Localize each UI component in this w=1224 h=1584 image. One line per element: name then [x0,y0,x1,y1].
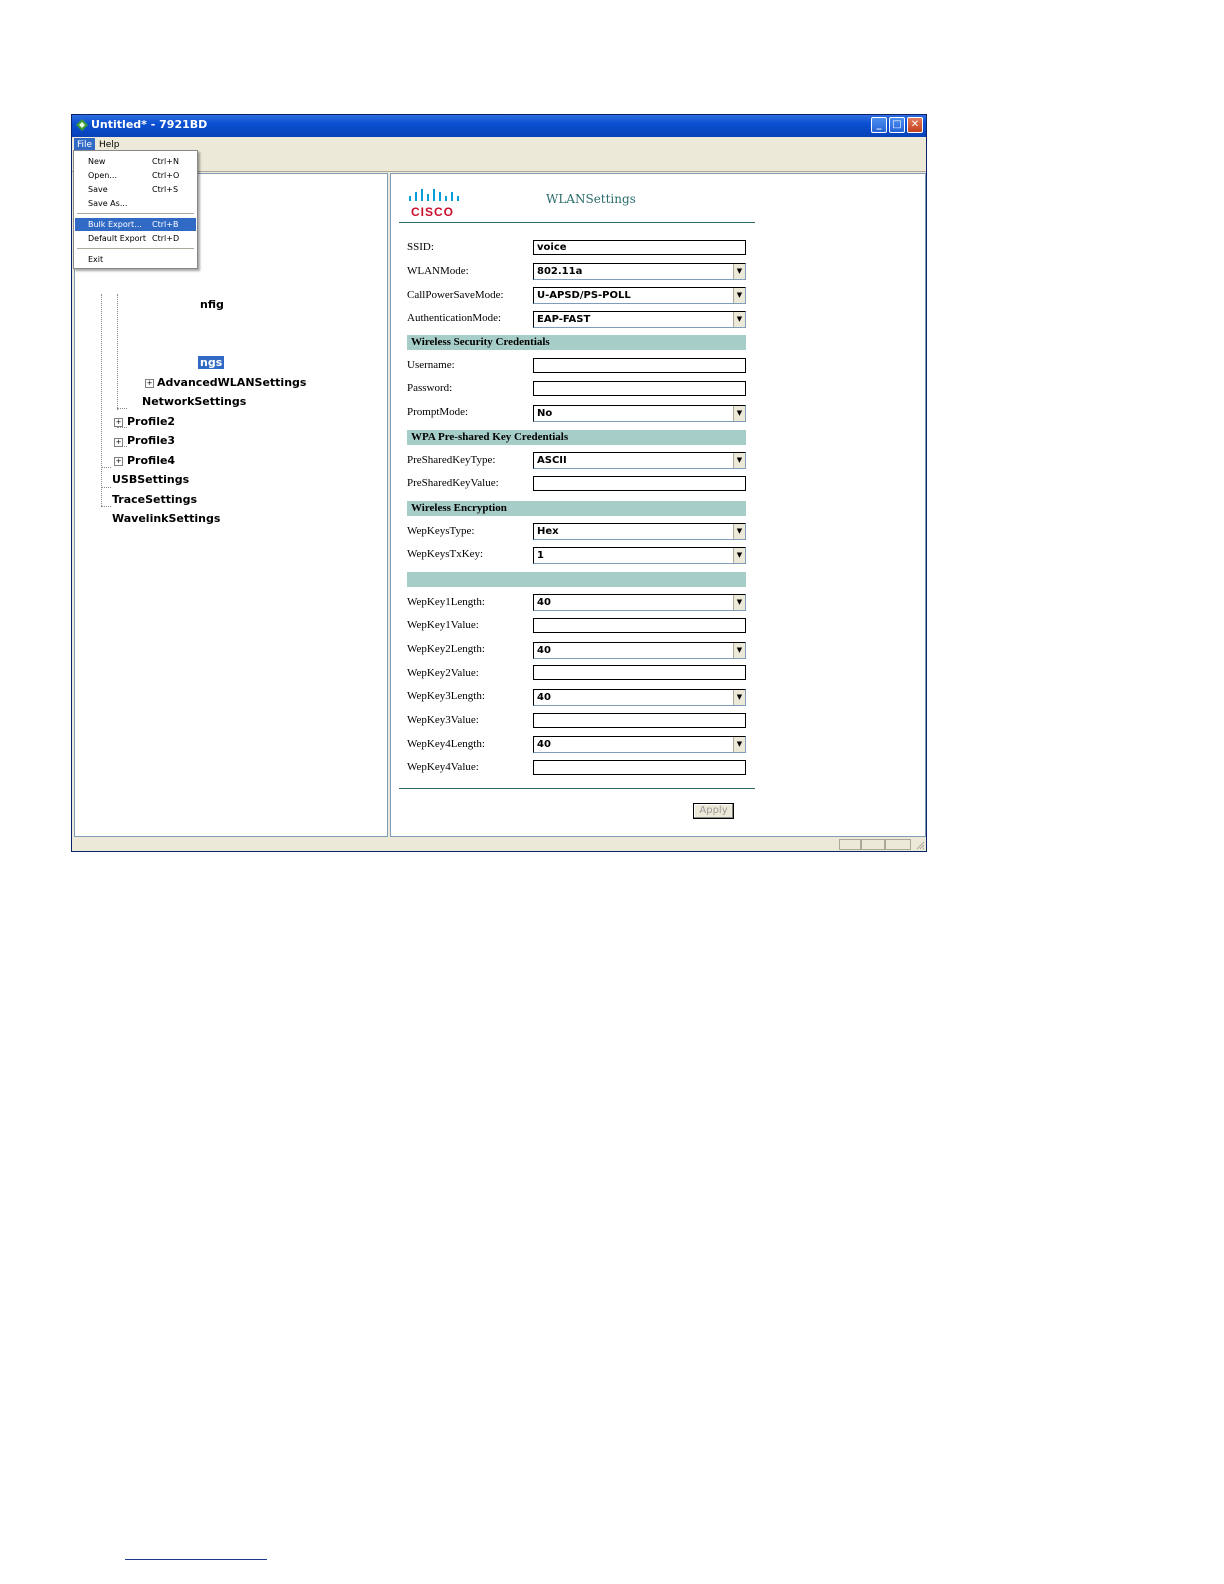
wep-key3-value-label: WepKey3Value: [407,714,479,726]
tree-item-usb-settings[interactable]: USBSettings [112,473,190,486]
expand-icon[interactable]: + [115,418,122,426]
menu-item-save-as[interactable] [75,197,196,210]
dropdown-arrow-icon[interactable]: ▼ [733,737,745,752]
wep-key2-value-label: WepKey2Value: [407,667,479,679]
wep-key3-length-select[interactable] [533,689,746,706]
menu-help[interactable]: Help [99,140,120,150]
authentication-mode-label: AuthenticationMode: [407,312,502,324]
menu-item-bulk-export[interactable] [75,218,196,231]
close-button[interactable]: ✕ [907,117,923,133]
wep-key2-length-select[interactable] [533,642,746,659]
app-window [71,114,927,852]
menu-item-open[interactable] [75,169,196,182]
settings-tree [74,173,388,837]
menu-item-label: Exit [88,255,104,264]
tree-connector [117,294,118,410]
psk-value-input[interactable] [533,476,746,491]
psk-type-select[interactable] [533,452,746,469]
menu-item-shortcut: Ctrl+O [152,171,180,180]
authentication-mode-select[interactable] [533,311,746,328]
cisco-bars-icon [407,189,463,203]
menu-item-label: Save As... [88,199,128,208]
psk-value-label: PreSharedKeyValue: [407,477,499,489]
menu-item-shortcut: Ctrl+D [152,234,180,243]
title-bar[interactable] [72,115,926,137]
status-cell [861,839,885,850]
tree-connector [101,487,111,488]
expand-icon[interactable]: + [115,438,122,446]
wep-keys-type-value: Hex [537,526,559,537]
status-bar [72,837,926,851]
menu-item-shortcut: Ctrl+S [152,185,179,194]
call-power-save-select[interactable] [533,287,746,304]
wep-keys-type-label: WepKeysType: [407,525,475,537]
tree-item-advanced-wlan[interactable]: AdvancedWLANSettings [157,376,307,389]
expand-icon[interactable]: + [146,379,153,387]
resize-grip-icon[interactable] [915,840,925,850]
file-menu-dropdown [73,150,198,269]
dropdown-arrow-icon[interactable]: ▼ [733,548,745,563]
settings-panel [390,173,926,837]
cisco-wordmark: CISCO [411,205,455,219]
footnote-rule [125,1559,267,1560]
wep-key2-length-label: WepKey2Length: [407,643,485,655]
wep-key4-length-select[interactable] [533,736,746,753]
menu-item-default-export[interactable] [75,232,196,245]
wep-keys-type-select[interactable] [533,523,746,540]
prompt-mode-value: No [537,408,553,419]
tree-item-profile3[interactable]: Profile3 [127,434,176,447]
password-input[interactable] [533,381,746,396]
prompt-mode-select[interactable] [533,405,746,422]
wlan-mode-select[interactable] [533,263,746,280]
window-title: Untitled* - 7921BD [91,118,208,131]
expand-icon[interactable]: + [115,457,122,465]
apply-button[interactable]: Apply [693,803,734,819]
menu-item-label: Default Export [88,234,146,243]
minimize-button[interactable]: _ [871,117,887,133]
menu-separator [77,213,194,214]
dropdown-arrow-icon[interactable]: ▼ [733,524,745,539]
call-power-save-value: U-APSD/PS-POLL [537,290,631,301]
menu-item-label: New [88,157,106,166]
page-title: WLANSettings [546,192,636,206]
wlan-mode-label: WLANMode: [407,265,469,277]
wep-key2-length-value: 40 [537,645,551,656]
wep-key1-value-input[interactable] [533,618,746,633]
menu-item-exit[interactable] [75,253,196,266]
toolbar [72,153,926,172]
prompt-mode-label: PromptMode: [407,406,469,418]
ssid-input[interactable]: voice [533,240,746,255]
section-wireless-encryption: Wireless Encryption [407,501,746,516]
menu-item-shortcut: Ctrl+N [152,157,179,166]
tree-item-profile2[interactable]: Profile2 [127,415,176,428]
status-cell [885,839,911,850]
password-label: Password: [407,382,453,394]
menu-item-shortcut: Ctrl+B [152,220,179,229]
dropdown-arrow-icon[interactable]: ▼ [733,690,745,705]
wep-key4-value-label: WepKey4Value: [407,761,479,773]
maximize-button[interactable]: □ [889,117,905,133]
wep-key1-length-select[interactable] [533,594,746,611]
wlan-mode-value: 802.11a [537,266,583,277]
tree-item-network-settings[interactable]: NetworkSettings [142,395,247,408]
ssid-label: SSID: [407,241,434,253]
wep-key2-value-input[interactable] [533,665,746,680]
menu-file[interactable]: File [74,138,95,152]
wep-key1-length-label: WepKey1Length: [407,596,485,608]
wep-key3-value-input[interactable] [533,713,746,728]
dropdown-arrow-icon[interactable]: ▼ [733,264,745,279]
dropdown-arrow-icon[interactable]: ▼ [733,453,745,468]
wep-key4-length-value: 40 [537,739,551,750]
app-icon [76,119,88,131]
tree-item-wavelink-settings[interactable]: WavelinkSettings [112,512,221,525]
cisco-logo [407,188,463,219]
tree-item-wlan-settings[interactable]: ngs [200,356,223,369]
wep-key1-length-value: 40 [537,597,551,608]
dropdown-arrow-icon[interactable]: ▼ [733,312,745,327]
username-label: Username: [407,359,455,371]
wep-key4-length-label: WepKey4Length: [407,738,485,750]
tree-item-config[interactable]: nfig [200,298,224,311]
psk-type-label: PreSharedKeyType: [407,454,496,466]
footer-rule [399,788,755,789]
wep-key1-value-label: WepKey1Value: [407,619,479,631]
dropdown-arrow-icon[interactable]: ▼ [733,595,745,610]
section-wpa-psk: WPA Pre-shared Key Credentials [407,430,746,445]
username-input[interactable] [533,358,746,373]
tree-item-profile4[interactable]: Profile4 [127,454,176,467]
tree-connector [101,467,111,468]
tree-connector [117,408,127,409]
wep-key3-length-label: WepKey3Length: [407,690,485,702]
menu-item-new[interactable] [75,155,196,168]
menu-separator [77,248,194,249]
wep-tx-key-value: 1 [537,550,544,561]
tree-connector [101,506,111,507]
call-power-save-label: CallPowerSaveMode: [407,289,504,301]
menu-item-label: Bulk Export... [88,220,142,229]
menu-item-save[interactable] [75,183,196,196]
tree-item-trace-settings[interactable]: TraceSettings [112,493,198,506]
wep-key4-value-input[interactable] [533,760,746,775]
authentication-mode-value: EAP-FAST [537,314,591,325]
tree-connector [101,294,102,506]
menu-item-label: Open... [88,171,117,180]
section-wireless-security: Wireless Security Credentials [407,335,746,350]
dropdown-arrow-icon[interactable]: ▼ [733,406,745,421]
dropdown-arrow-icon[interactable]: ▼ [733,288,745,303]
psk-type-value: ASCII [537,455,567,466]
wep-tx-key-select[interactable] [533,547,746,564]
wep-tx-key-label: WepKeysTxKey: [407,548,484,560]
status-cell [839,839,861,850]
header-rule [399,222,755,223]
menu-item-label: Save [88,185,108,194]
tree-connector [117,427,127,428]
dropdown-arrow-icon[interactable]: ▼ [733,643,745,658]
section-wep-keys [407,572,746,587]
wep-key3-length-value: 40 [537,692,551,703]
menu-bar [72,137,926,153]
